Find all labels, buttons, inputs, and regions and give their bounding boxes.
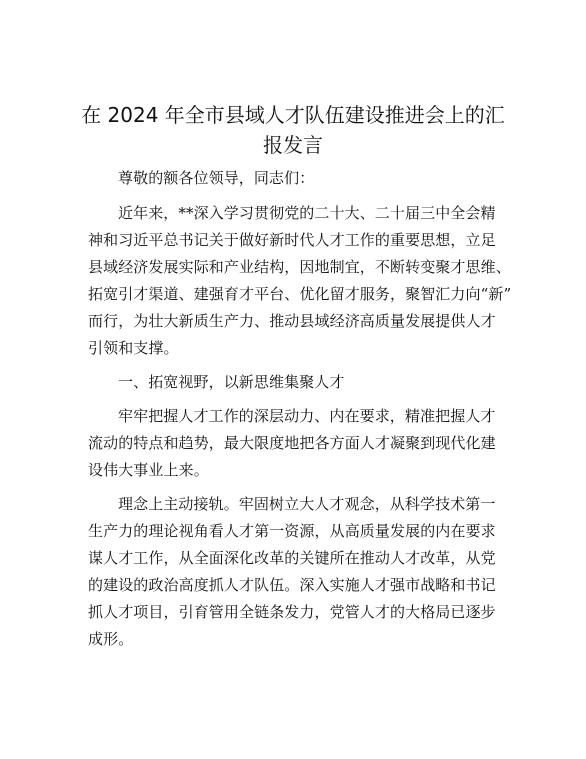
paragraph-line: 而行，为壮大新质生产力、推动县域经济高质量发展提供人才 <box>88 312 496 330</box>
paragraph-line: 的建设的政治高度抓人才队伍。深入实施人才强市战略和书记 <box>88 576 496 594</box>
paragraph-line: 谋人才工作，从全面深化改革的关键所在推动人才改革，从党 <box>88 549 496 567</box>
paragraph-line: 生产力的理论视角看人才第一资源，从高质量发展的内在要求 <box>88 522 496 540</box>
paragraph-line: 理念上主动接轨。牢固树立大人才观念，从科学技术第一 <box>118 495 496 513</box>
paragraph-line: 成形。 <box>88 630 134 648</box>
title-line: 报发言 <box>263 133 323 157</box>
paragraph-line: 流动的特点和趋势，最大限度地把各方面人才凝聚到现代化建 <box>88 434 496 452</box>
paragraph-line: 抓人才项目，引育管用全链条发力，党管人才的大格局已逐步 <box>88 603 496 621</box>
paragraph-line: 设伟大事业上来。 <box>88 461 209 479</box>
section-heading: 一、拓宽视野，以新思维集聚人才 <box>118 373 345 391</box>
paragraph-line: 引领和支撑。 <box>88 339 179 357</box>
paragraph-line: 神和习近平总书记关于做好新时代人才工作的重要思想，立足 <box>88 231 496 249</box>
paragraph-line: 牢牢把握人才工作的深层动力、内在要求，精准把握人才 <box>118 407 496 425</box>
salutation: 尊敬的额各位领导，同志们： <box>118 169 315 187</box>
paragraph-line: 近年来，**深入学习贯彻党的二十大、二十届三中全会精 <box>118 204 496 222</box>
title-line: 在 2024 年全市县域人才队伍建设推进会上的汇 <box>81 103 505 127</box>
paragraph-line: 拓宽引才渠道、建强育才平台、优化留才服务，聚智汇力向“新” <box>88 285 512 303</box>
paragraph-line: 县域经济发展实际和产业结构，因地制宜，不断转变聚才思维、 <box>88 258 511 276</box>
page-title <box>60 100 526 160</box>
